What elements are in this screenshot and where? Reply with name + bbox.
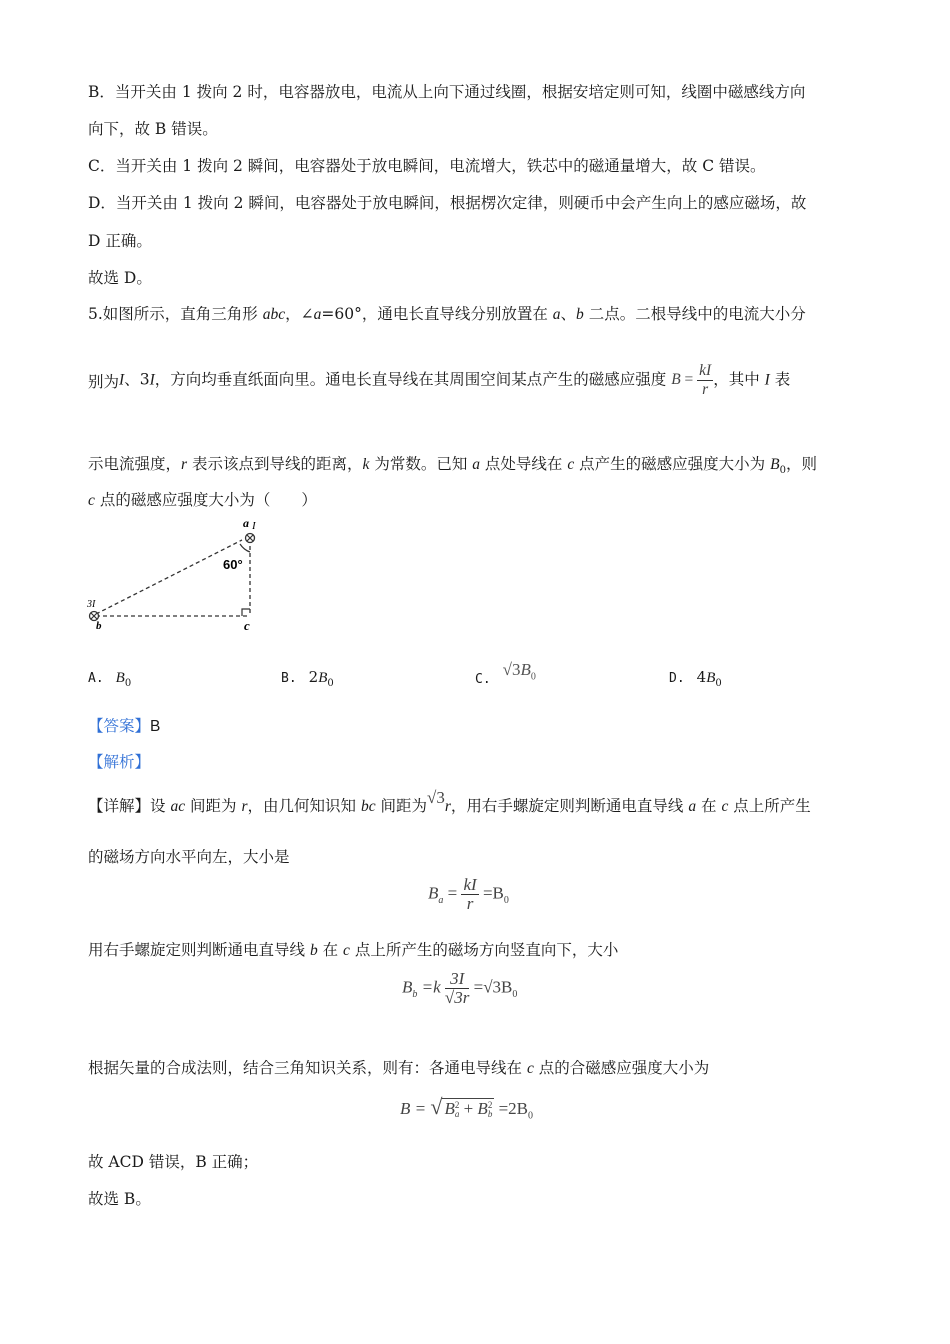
question-line-3: 示电流强度，r 表示该点到导线的距离，k 为常数。已知 a 点处导线在 c 点产生的磁感应强度大小为 $B_0$，则: [88, 455, 817, 477]
wire-a-icon: [246, 534, 255, 543]
answer-tag: 【答案】: [88, 718, 151, 735]
option-b[interactable]: B. $2B_0$: [281, 668, 334, 689]
equation-bb: $B_b =k$ $\frac{3I}{√3r}$ $=√3B_0$: [402, 969, 518, 1007]
right-angle-mark: [242, 609, 250, 616]
detail-line-4: 根据矢量的合成法则，结合三角知识关系，则有：各通电导线在 c 点的合磁感应强度大小为: [88, 1059, 710, 1077]
solution-d-line-1: D．当开关由 1 拨向 2 瞬间，电容器处于放电瞬间，根据楞次定律，则硬币中会产生向上的感应磁场，故: [88, 194, 807, 212]
detail-line-3: 用右手螺旋定则判断通电直导线 b 在 c 点上所产生的磁场方向竖直向下，大小: [88, 941, 619, 959]
choose-d: 故选 D。: [88, 269, 152, 287]
triangle-figure: [84, 514, 284, 634]
option-c[interactable]: $C.√3B_0$: [475, 660, 536, 687]
question-line-1: 5.如图所示，直角三角形 abc，∠a=60°，通电长直导线分别放置在 a、b 二点。二根导线中的电流大小分: [88, 305, 806, 323]
question-line-2: 别为I、3I，方向均垂直纸面向里。通电长直导线在其周围空间某点产生的磁感应强度 B = $\frac{kI}{r}$ ，其中 I 表: [88, 362, 791, 398]
solution-c-line: C．当开关由 1 拨向 2 瞬间，电容器处于放电瞬间，电流增大，铁芯中的磁通量增大，故 C 错误。: [88, 157, 766, 175]
equation-b-total: B = √ B 2 a + B 2 b $=2B_0$: [400, 1094, 533, 1122]
question-line-4: c 点的磁感应强度大小为（ ）: [88, 491, 317, 509]
analysis-tag: 【解析】: [88, 753, 151, 771]
label-c: c: [244, 618, 250, 633]
detail-line-6: 故选 B。: [88, 1190, 151, 1208]
solution-b-line-1: B．当开关由 1 拨向 2 时，电容器放电，电流从上向下通过线圈，根据安培定则可知，线圈中磁感线方向: [88, 83, 806, 101]
answer-value: B: [150, 718, 161, 735]
solution-b-line-2: 向下，故 B 错误。: [88, 120, 218, 138]
hypotenuse-ab: [96, 540, 242, 614]
detail-line-1: 【详解】设 ac 间距为 r，由几何知识知 bc 间距为√3r，用右手螺旋定则判断通电直导线 a 在 c 点上所产生: [88, 788, 811, 815]
label-b: b: [96, 620, 102, 632]
option-a[interactable]: A. $B_0$: [88, 670, 132, 689]
option-d[interactable]: D. $4B_0$: [669, 668, 722, 689]
formula-b-kI-over-r: B = $\frac{kI}{r}$: [671, 362, 712, 398]
label-3I: 3I: [87, 599, 96, 610]
angle-arc: [240, 544, 250, 552]
detail-line-2: 的磁场方向水平向左，大小是: [88, 848, 290, 866]
equation-ba: $B_a$ = $\frac{kI}{r}$ $=B_0$: [428, 875, 509, 913]
detail-line-5: 故 ACD 错误，B 正确；: [88, 1153, 259, 1171]
question-number: 5: [88, 305, 98, 323]
solution-d-line-2: D 正确。: [88, 232, 152, 250]
label-I: I: [252, 520, 256, 532]
answer-line: [88, 714, 160, 736]
label-60: 60°: [223, 557, 243, 572]
label-a: a: [243, 516, 249, 530]
